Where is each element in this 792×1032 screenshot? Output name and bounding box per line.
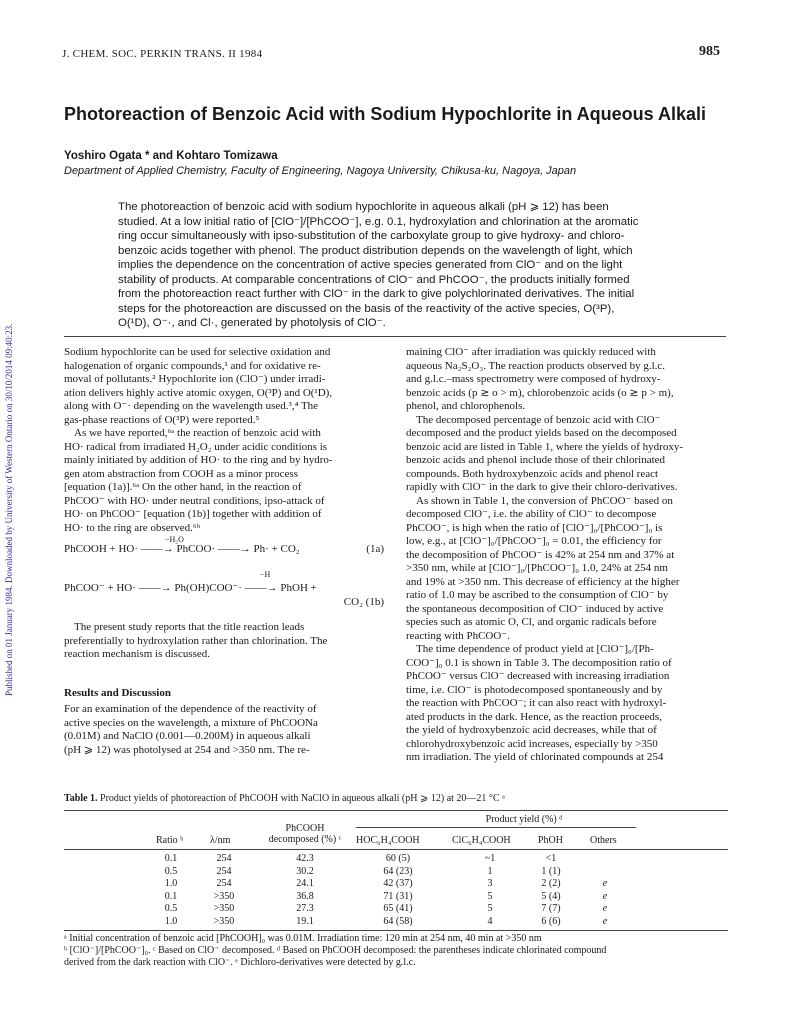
text-line: and 19% at >350 nm. This decrease of efficiency at the higher bbox=[406, 575, 680, 588]
text-line: As shown in Table 1, the conversion of PhCOO⁻ based on bbox=[416, 494, 673, 507]
header-ratio: Ratio ᵇ bbox=[156, 835, 184, 846]
text-line: ated products in the dark. Hence, as the reaction proceeds, bbox=[406, 710, 662, 723]
equation-1a-over: −H₂O bbox=[165, 535, 184, 544]
abstract-line: benzoic acids together with phenol. The product distribution depends on the wavelength of light, which bbox=[118, 244, 633, 257]
table-footnotes bbox=[64, 933, 728, 969]
text-line: rapidly with ClO⁻ in the dark to give their chloro-derivatives. bbox=[406, 481, 678, 493]
text-line: gen atom abstraction from COOH as a minor process bbox=[64, 467, 298, 480]
text-line: low, e.g., at [ClO⁻]₀/[PhCOO⁻]₀ = 0.01, the efficiency for bbox=[406, 535, 662, 547]
text-line: nm irradiation. The yield of chlorinated compounds at 254 bbox=[406, 751, 664, 763]
text-line: ation delivers highly active atomic oxygen, O(³P) and O(¹D), bbox=[64, 386, 333, 399]
table-cell: >350 bbox=[213, 890, 235, 902]
text-line: decomposed ClO⁻, i.e. the ability of ClO⁻ to decompose bbox=[406, 508, 657, 520]
text-line: mainly initiated by addition of HO· to the ring and by hydro- bbox=[64, 454, 333, 466]
text-line: halogenation of organic compounds,¹ and for oxidative re- bbox=[64, 359, 321, 372]
paragraph-results bbox=[64, 703, 386, 757]
footnote: derived from the dark reaction with ClO⁻. ᵉ Dichloro-derivatives were detected by g.l.c. bbox=[64, 957, 416, 968]
table-cell: 254 bbox=[216, 853, 232, 864]
text-line: Sodium hypochlorite can be used for selective oxidation and bbox=[64, 346, 331, 358]
table-cell: e bbox=[602, 878, 608, 889]
abstract-line: stability of products. At comparable concentrations of ClO⁻ and PhCOO⁻, the products initially formed bbox=[118, 273, 630, 286]
text-line: HO· radical from irradiated H₂O₂ under acidic conditions is bbox=[64, 440, 328, 453]
abstract-line: implies the dependence on the concentration of active species generated from ClO⁻ and on the light bbox=[118, 259, 623, 271]
table-row bbox=[64, 878, 728, 890]
affiliation: Department of Applied Chemistry, Faculty of Engineering, Nagoya University, Chikusa-ku, Nagoya, Japan bbox=[64, 165, 577, 177]
group-header-rule bbox=[356, 827, 636, 828]
article-title: Photoreaction of Benzoic Acid with Sodium Hypochlorite in Aqueous Alkali bbox=[64, 104, 707, 124]
text-line: As we have reported,⁶ᵃ the reaction of benzoic acid with bbox=[74, 427, 321, 439]
table-cell: 254 bbox=[216, 865, 232, 877]
text-line: maining ClO⁻ after irradiation was quickly reduced with bbox=[406, 346, 656, 358]
paragraph-prior-work bbox=[64, 427, 386, 535]
table-cell: 254 bbox=[216, 878, 232, 889]
section-heading: Results and Discussion bbox=[64, 687, 171, 699]
header-hydroxybenzoic: HOC₆H₄COOH bbox=[356, 835, 420, 846]
table-cell: 36.8 bbox=[296, 890, 314, 902]
page-number: 985 bbox=[699, 44, 720, 59]
text-line: >350 nm, while at [ClO⁻]₀/[PhCOO⁻]₀ 1.0, 24% at 254 nm bbox=[406, 562, 668, 574]
table-cell: 71 (31) bbox=[383, 890, 413, 902]
text-line: (0.01M) and NaClO (0.001—0.200M) in aqueous alkali bbox=[64, 730, 311, 742]
table-cell: >350 bbox=[213, 915, 235, 927]
header-others: Others bbox=[590, 835, 617, 846]
text-line: reaction mechanism is discussed. bbox=[64, 648, 211, 660]
text-line: COO⁻]₀ 0.1 is shown in Table 3. The decomposition ratio of bbox=[406, 656, 672, 669]
text-line: reacting with PhCOO⁻. bbox=[406, 629, 510, 642]
text-line: The time dependence of product yield at [ClO⁻]₀/[Ph- bbox=[416, 643, 654, 655]
abstract-divider bbox=[64, 336, 726, 337]
journal-header: J. CHEM. SOC. PERKIN TRANS. II 1984 bbox=[62, 48, 263, 60]
table-row bbox=[64, 853, 728, 865]
table-cell: 1 bbox=[487, 865, 493, 877]
footnote: ᵇ [ClO⁻]/[PhCOO⁻]₀. ᶜ Based on ClO⁻ decomposed. ᵈ Based on PhCOOH decomposed: the parentheses indicate chlorinated compound bbox=[64, 945, 607, 956]
text-line: benzoic acids (p ≳ o > m), chlorobenzoic acids (o ≳ p > m), bbox=[406, 386, 674, 399]
authors: Yoshiro Ogata * and Kohtaro Tomizawa bbox=[64, 150, 278, 162]
table-cell: 1 (1) bbox=[541, 865, 561, 877]
text-line: For an examination of the dependence of the reactivity of bbox=[64, 703, 317, 715]
table-row bbox=[64, 866, 728, 878]
text-line: HO· to the ring are observed.⁶ᵇ bbox=[64, 521, 201, 534]
paragraph-present-study bbox=[64, 621, 386, 662]
header-wavelength: λ/nm bbox=[210, 835, 231, 846]
abstract-line: studied. At a low initial ratio of [ClO⁻]/[PhCOO⁻], e.g. 0.1, hydroxylation and chlorination at the aromatic bbox=[118, 215, 639, 228]
text-line: PhCOO⁻ with HO· under neutral conditions, ipso-attack of bbox=[64, 494, 325, 507]
table-cell: <1 bbox=[545, 853, 557, 864]
table-cell: 5 (4) bbox=[541, 890, 561, 902]
equation-1b-body: PhCOO⁻ + HO· ——→ Ph(OH)COO⁻· ——→ PhOH + bbox=[64, 582, 317, 594]
table-cell: 0.1 bbox=[164, 853, 178, 864]
table-cell: e bbox=[602, 890, 608, 902]
table-header bbox=[64, 811, 728, 849]
text-line: species such as atomic O, Cl, and organic radicals before bbox=[406, 616, 657, 628]
equation-1a bbox=[64, 535, 384, 555]
table-cell: 30.2 bbox=[296, 865, 314, 877]
table-cell: 5 bbox=[487, 903, 493, 914]
text-line: preferentially to hydroxylation rather than chlorination. The bbox=[64, 634, 328, 647]
table-cell: 5 bbox=[487, 890, 493, 902]
table-cell: 7 (7) bbox=[541, 903, 561, 914]
text-line: the reaction with PhCOO⁻; it can also react with hydroxyl- bbox=[406, 697, 667, 709]
table-bottom-rule bbox=[64, 930, 728, 931]
table-cell: 2 (2) bbox=[541, 878, 561, 889]
text-line: PhCOO⁻ versus ClO⁻ decreased with increasing irradiation bbox=[406, 670, 670, 682]
left-column bbox=[64, 346, 386, 535]
text-line: decomposed and the product yields based on the decomposed bbox=[406, 427, 677, 439]
table-cell: 4 bbox=[487, 915, 493, 927]
text-line: compounds. Both hydroxybenzoic acids and phenol react bbox=[406, 467, 659, 480]
abstract-line: from the photoreaction react further with ClO⁻ in the dark to give polychlorinated derivatives. The initial bbox=[118, 288, 635, 300]
group-header: Product yield (%) ᵈ bbox=[485, 814, 563, 825]
table-cell: 64 (58) bbox=[383, 915, 413, 927]
table-cell: 0.5 bbox=[164, 865, 178, 877]
text-line: gas-phase reactions of O(³P) were reported.⁵ bbox=[64, 413, 260, 426]
table-cell: >350 bbox=[213, 903, 235, 914]
table-1 bbox=[64, 810, 728, 969]
table-cell: 24.1 bbox=[296, 878, 314, 889]
table-cell: 6 (6) bbox=[541, 915, 561, 927]
text-line: The decomposed percentage of benzoic acid with ClO⁻ bbox=[416, 413, 661, 426]
table-caption-text: Product yields of photoreaction of PhCOOH with NaClO in aqueous alkali (pH ⩾ 12) at 20—21 °C ᵃ bbox=[100, 793, 505, 804]
text-line: HO· on PhCOO⁻ [equation (1b)] together with addition of bbox=[64, 508, 322, 520]
text-line: aqueous Na₂S₂O₃. The reaction products observed by g.l.c. bbox=[406, 359, 666, 372]
text-line: along with O⁻· depending on the wavelength used.³,⁴ The bbox=[64, 400, 319, 412]
text-line: the spontaneous decomposition of ClO⁻ induced by active bbox=[406, 602, 664, 615]
table-cell: 65 (41) bbox=[383, 903, 413, 914]
text-line: (pH ⩾ 12) was photolysed at 254 and >350 nm. The re- bbox=[64, 743, 310, 756]
download-stamp[interactable]: Published on 01 January 1984. Downloaded by University of Western Ontario on 30/10/2014 09:40:23. bbox=[4, 323, 14, 697]
abstract-line: O(¹D), O⁻·, and Cl·, generated by photolysis of ClO⁻. bbox=[118, 317, 386, 329]
table-cell: 1.0 bbox=[164, 878, 178, 889]
table-cell: 27.3 bbox=[296, 903, 314, 914]
table-row bbox=[64, 903, 728, 915]
table-row bbox=[64, 891, 728, 903]
table-cell: 42.3 bbox=[296, 853, 314, 864]
table-cell: 0.1 bbox=[164, 890, 178, 902]
text-line: the decomposition of PhCOO⁻ is 42% at 254 nm and 37% at bbox=[406, 548, 675, 561]
header-decomposed: PhCOOH decomposed (%) ᶜ bbox=[268, 823, 342, 845]
text-line: The present study reports that the title reaction leads bbox=[74, 621, 305, 633]
table-cell: 42 (37) bbox=[383, 878, 413, 889]
table-label: Table 1. bbox=[64, 793, 98, 804]
table-cell: 0.5 bbox=[164, 903, 178, 914]
text-line: moval of pollutants.² Hypochlorite ion (ClO⁻) under irradi- bbox=[64, 373, 326, 385]
text-line: time, i.e. ClO⁻ is photodecomposed spontaneously and by bbox=[406, 683, 663, 696]
abstract bbox=[118, 200, 726, 331]
equation-1a-number: (1a) bbox=[366, 543, 384, 555]
equation-1b-over: −H bbox=[260, 570, 271, 579]
table-body bbox=[64, 850, 728, 930]
footnote: ᵃ Initial concentration of benzoic acid [PhCOOH]₀ was 0.01M. Irradiation time: 120 min at 254 nm, 40 min at >350 nm bbox=[64, 933, 542, 944]
text-line: chlorohydroxybenzoic acid increases, especially by >350 bbox=[406, 737, 658, 750]
abstract-line: The photoreaction of benzoic acid with sodium hypochlorite in aqueous alkali (pH ⩾ 12) has been bbox=[118, 201, 609, 213]
text-line: ratio of 1.0 may be ascribed to the consumption of ClO⁻ by bbox=[406, 589, 669, 601]
table-cell: 60 (5) bbox=[385, 853, 411, 864]
paragraph-intro bbox=[64, 346, 386, 427]
equation-1b-continuation: CO₂ (1b) bbox=[343, 596, 384, 608]
equation-1a-body: PhCOOH + HO· ——→ PhCOO· ——→ Ph· + CO₂ bbox=[64, 543, 300, 555]
text-line: active species on the wavelength, a mixture of PhCOONa bbox=[64, 716, 318, 729]
text-line: and g.l.c.–mass spectrometry were composed of hydroxy- bbox=[406, 373, 661, 385]
table-cell: e bbox=[602, 915, 608, 927]
table-cell: ~1 bbox=[484, 853, 496, 864]
table-cell: 3 bbox=[487, 878, 493, 889]
header-chlorobenzoic: ClC₆H₄COOH bbox=[452, 835, 511, 846]
text-line: benzoic acids and phenol include those of their chlorinated bbox=[406, 454, 666, 466]
abstract-line: steps for the photoreaction are discussed on the basis of the reactivity of the active species, O(³P), bbox=[118, 302, 615, 315]
right-column bbox=[406, 346, 726, 765]
table-cell: 19.1 bbox=[296, 915, 314, 927]
text-line: [equation (1a)].⁶ᵃ On the other hand, in the reaction of bbox=[64, 481, 302, 493]
table-cell: 64 (23) bbox=[383, 865, 413, 877]
table-caption bbox=[64, 793, 728, 804]
table-row bbox=[64, 916, 728, 928]
text-line: phenol, and chlorophenols. bbox=[406, 400, 526, 412]
header-phenol: PhOH bbox=[538, 835, 564, 846]
text-line: the yield of hydroxybenzoic acid decreases, while that of bbox=[406, 724, 657, 736]
equation-1b bbox=[64, 570, 384, 594]
text-line: benzoic acid are listed in Table 1, where the yields of hydroxy- bbox=[406, 440, 683, 453]
table-cell: 1.0 bbox=[164, 915, 178, 927]
abstract-line: ring occur simultaneously with ipso-substitution of the carboxylate group to give hydroxy- and chloro- bbox=[118, 230, 625, 242]
text-line: PhCOO⁻, is high when the ratio of [ClO⁻]₀/[PhCOO⁻]₀ is bbox=[406, 521, 663, 534]
table-cell: e bbox=[602, 903, 608, 914]
